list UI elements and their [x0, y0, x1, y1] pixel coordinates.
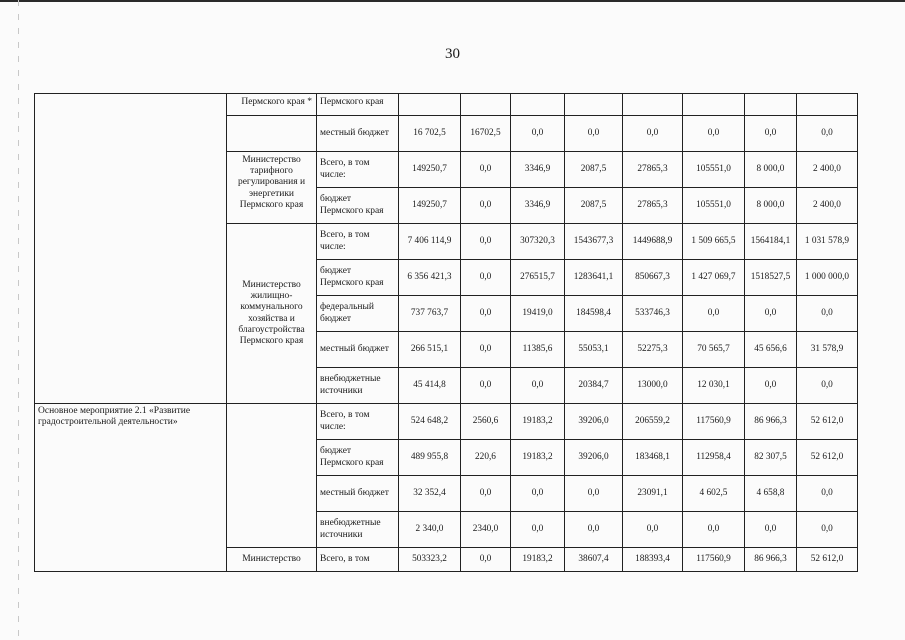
- value-cell: 0,0: [511, 116, 565, 152]
- value-cell: 52 612,0: [797, 440, 858, 476]
- value-cell: 6 356 421,3: [399, 260, 461, 296]
- value-cell: [683, 94, 745, 116]
- value-cell: [565, 94, 623, 116]
- value-cell: 0,0: [745, 296, 797, 332]
- source-cell: внебюджетные источники: [317, 512, 399, 548]
- value-cell: 45 656,6: [745, 332, 797, 368]
- value-cell: 0,0: [461, 296, 511, 332]
- value-cell: 2560,6: [461, 404, 511, 440]
- value-cell: 55053,1: [565, 332, 623, 368]
- source-cell: бюджет Пермского края: [317, 260, 399, 296]
- value-cell: 0,0: [797, 116, 858, 152]
- value-cell: [797, 94, 858, 116]
- value-cell: 2 340,0: [399, 512, 461, 548]
- value-cell: [461, 94, 511, 116]
- value-cell: 13000,0: [623, 368, 683, 404]
- value-cell: 23091,1: [623, 476, 683, 512]
- value-cell: 7 406 114,9: [399, 224, 461, 260]
- value-cell: 307320,3: [511, 224, 565, 260]
- page-number: 30: [445, 46, 460, 62]
- value-cell: 19183,2: [511, 404, 565, 440]
- value-cell: 276515,7: [511, 260, 565, 296]
- value-cell: 0,0: [565, 476, 623, 512]
- value-cell: 220,6: [461, 440, 511, 476]
- source-cell: Всего, в том: [317, 548, 399, 572]
- value-cell: 0,0: [565, 512, 623, 548]
- executor-cell: Министерство жилищно-коммунального хозяйства и благоустройства Пермского края: [227, 224, 317, 404]
- value-cell: 0,0: [745, 116, 797, 152]
- executor-cell: Министерство: [227, 548, 317, 572]
- executor-cell: Министерство тарифного регулирования и энергетики Пермского края: [227, 152, 317, 224]
- value-cell: 503323,2: [399, 548, 461, 572]
- value-cell: 2 400,0: [797, 188, 858, 224]
- value-cell: 0,0: [683, 296, 745, 332]
- source-cell: Всего, в том числе:: [317, 224, 399, 260]
- value-cell: 0,0: [461, 260, 511, 296]
- value-cell: 206559,2: [623, 404, 683, 440]
- value-cell: 0,0: [797, 296, 858, 332]
- value-cell: 4 602,5: [683, 476, 745, 512]
- table-row: [35, 404, 858, 440]
- source-cell: Пермского края: [317, 94, 399, 116]
- value-cell: 0,0: [511, 476, 565, 512]
- source-cell: местный бюджет: [317, 476, 399, 512]
- value-cell: 524 648,2: [399, 404, 461, 440]
- value-cell: 850667,3: [623, 260, 683, 296]
- value-cell: 12 030,1: [683, 368, 745, 404]
- executor-cell: [227, 404, 317, 548]
- value-cell: 32 352,4: [399, 476, 461, 512]
- value-cell: 2087,5: [565, 152, 623, 188]
- value-cell: 0,0: [683, 512, 745, 548]
- value-cell: 0,0: [797, 476, 858, 512]
- value-cell: 1 031 578,9: [797, 224, 858, 260]
- value-cell: 19183,2: [511, 440, 565, 476]
- value-cell: 19419,0: [511, 296, 565, 332]
- source-cell: бюджет Пермского края: [317, 440, 399, 476]
- value-cell: 31 578,9: [797, 332, 858, 368]
- value-cell: 1543677,3: [565, 224, 623, 260]
- value-cell: 1 509 665,5: [683, 224, 745, 260]
- budget-table: [34, 93, 858, 572]
- value-cell: 27865,3: [623, 152, 683, 188]
- table-row: [35, 94, 858, 116]
- value-cell: 45 414,8: [399, 368, 461, 404]
- value-cell: 0,0: [623, 512, 683, 548]
- value-cell: 1449688,9: [623, 224, 683, 260]
- value-cell: 149250,7: [399, 152, 461, 188]
- value-cell: 0,0: [461, 152, 511, 188]
- value-cell: 266 515,1: [399, 332, 461, 368]
- value-cell: 86 966,3: [745, 404, 797, 440]
- value-cell: [745, 94, 797, 116]
- value-cell: 0,0: [797, 512, 858, 548]
- value-cell: 1 427 069,7: [683, 260, 745, 296]
- event-cell: [35, 94, 227, 404]
- value-cell: 52 612,0: [797, 404, 858, 440]
- value-cell: 737 763,7: [399, 296, 461, 332]
- value-cell: [511, 94, 565, 116]
- source-cell: местный бюджет: [317, 332, 399, 368]
- value-cell: 2340,0: [461, 512, 511, 548]
- value-cell: 39206,0: [565, 440, 623, 476]
- value-cell: 149250,7: [399, 188, 461, 224]
- source-cell: федеральный бюджет: [317, 296, 399, 332]
- value-cell: 1283641,1: [565, 260, 623, 296]
- value-cell: 117560,9: [683, 548, 745, 572]
- value-cell: 0,0: [461, 368, 511, 404]
- value-cell: [623, 94, 683, 116]
- value-cell: 0,0: [461, 332, 511, 368]
- page-left-margin-line: [18, 0, 19, 640]
- value-cell: 183468,1: [623, 440, 683, 476]
- value-cell: 0,0: [461, 548, 511, 572]
- value-cell: 20384,7: [565, 368, 623, 404]
- value-cell: 16702,5: [461, 116, 511, 152]
- value-cell: 52275,3: [623, 332, 683, 368]
- value-cell: 11385,6: [511, 332, 565, 368]
- source-cell: Всего, в том числе:: [317, 404, 399, 440]
- value-cell: 70 565,7: [683, 332, 745, 368]
- value-cell: 4 658,8: [745, 476, 797, 512]
- source-cell: местный бюджет: [317, 116, 399, 152]
- source-cell: внебюджетные источники: [317, 368, 399, 404]
- value-cell: 1 000 000,0: [797, 260, 858, 296]
- value-cell: 188393,4: [623, 548, 683, 572]
- value-cell: 3346,9: [511, 152, 565, 188]
- value-cell: 2087,5: [565, 188, 623, 224]
- value-cell: 1518527,5: [745, 260, 797, 296]
- source-cell: Всего, в том числе:: [317, 152, 399, 188]
- value-cell: 3346,9: [511, 188, 565, 224]
- value-cell: 39206,0: [565, 404, 623, 440]
- value-cell: 8 000,0: [745, 152, 797, 188]
- value-cell: 0,0: [511, 368, 565, 404]
- event-cell: Основное мероприятие 2.1 «Развитие градостроительной деятельности»: [35, 404, 227, 572]
- executor-cell: [227, 116, 317, 152]
- value-cell: 105551,0: [683, 152, 745, 188]
- value-cell: 0,0: [461, 476, 511, 512]
- value-cell: 52 612,0: [797, 548, 858, 572]
- value-cell: 0,0: [461, 224, 511, 260]
- value-cell: 86 966,3: [745, 548, 797, 572]
- value-cell: 0,0: [797, 368, 858, 404]
- value-cell: 8 000,0: [745, 188, 797, 224]
- value-cell: 0,0: [461, 188, 511, 224]
- value-cell: 1564184,1: [745, 224, 797, 260]
- source-cell: бюджет Пермского края: [317, 188, 399, 224]
- value-cell: 38607,4: [565, 548, 623, 572]
- value-cell: 0,0: [745, 512, 797, 548]
- value-cell: 0,0: [511, 512, 565, 548]
- value-cell: 117560,9: [683, 404, 745, 440]
- value-cell: 0,0: [565, 116, 623, 152]
- value-cell: 0,0: [623, 116, 683, 152]
- value-cell: 82 307,5: [745, 440, 797, 476]
- value-cell: 105551,0: [683, 188, 745, 224]
- value-cell: 2 400,0: [797, 152, 858, 188]
- value-cell: 0,0: [683, 116, 745, 152]
- value-cell: [399, 94, 461, 116]
- value-cell: 27865,3: [623, 188, 683, 224]
- page-top-border: [0, 0, 905, 2]
- value-cell: 533746,3: [623, 296, 683, 332]
- value-cell: 19183,2: [511, 548, 565, 572]
- value-cell: 16 702,5: [399, 116, 461, 152]
- executor-cell: Пермского края *: [227, 94, 317, 116]
- value-cell: 112958,4: [683, 440, 745, 476]
- value-cell: 0,0: [745, 368, 797, 404]
- value-cell: 184598,4: [565, 296, 623, 332]
- value-cell: 489 955,8: [399, 440, 461, 476]
